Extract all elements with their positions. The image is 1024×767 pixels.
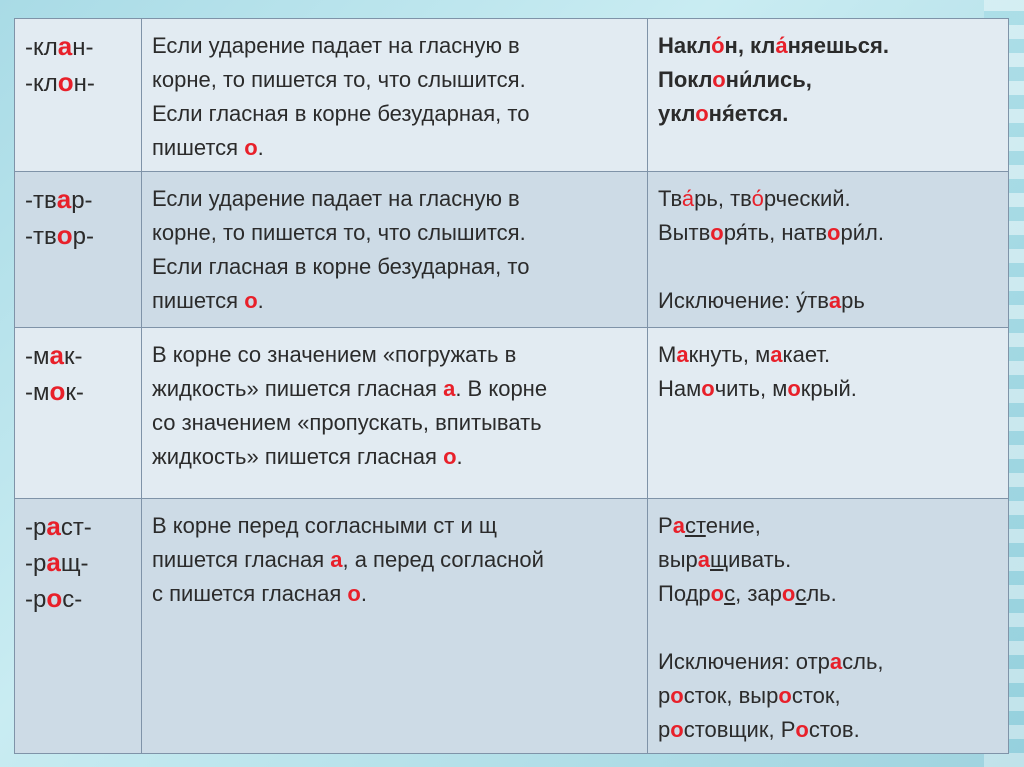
text-segment: Нам (658, 376, 702, 401)
highlighted-vowel: а (57, 31, 73, 61)
text-segment: , зар (735, 581, 782, 606)
text-segment: с пишется гласная (152, 581, 348, 606)
root-variant (25, 581, 131, 617)
highlighted-vowel: о (443, 444, 457, 469)
text-segment: Вытв (658, 220, 711, 245)
text-segment: Тв (658, 186, 682, 211)
highlighted-vowel: о (710, 220, 724, 245)
highlighted-vowel: о (347, 581, 361, 606)
text-segment: . (257, 135, 264, 160)
text-segment: -тв (25, 187, 57, 214)
example-line (658, 372, 998, 406)
rule-line (152, 440, 637, 474)
examples-cell (648, 328, 1009, 499)
text-segment: -кл (25, 70, 58, 97)
highlighted-vowel: о (787, 376, 801, 401)
text-segment: крый. (800, 376, 857, 401)
text-segment: корне, то пишется то, что слышится. (152, 67, 526, 92)
root-cell (15, 172, 142, 328)
text-segment: кает. (782, 342, 831, 367)
text-segment: рь (841, 288, 865, 313)
text-segment: Исключения: отр (658, 649, 830, 674)
text-segment: Если ударение падает на гласную в (152, 33, 520, 58)
highlighted-vowel: а (443, 376, 456, 401)
text-segment: рь, тв (694, 186, 752, 211)
text-segment: н, кл (724, 33, 776, 58)
root-cell (15, 19, 142, 172)
text-segment: корне, то пишется то, что слышится. (152, 220, 526, 245)
text-segment: . (456, 444, 463, 469)
root-variant (25, 338, 131, 374)
rule-cell (142, 499, 648, 754)
text-segment: , а перед согласной (342, 547, 544, 572)
text-segment: р (658, 717, 671, 742)
underlined-consonants: с (795, 581, 807, 606)
text-segment: -м (25, 379, 50, 406)
text-segment: . (360, 581, 367, 606)
example-line (658, 97, 998, 131)
text-segment: Покл (658, 67, 713, 92)
text-segment: Если ударение падает на гласную в (152, 186, 520, 211)
text-segment: -тв (25, 223, 57, 250)
rule-line (152, 372, 637, 406)
root-variant (25, 29, 131, 65)
example-line (658, 182, 998, 216)
highlighted-vowel: а (676, 342, 689, 367)
text-segment: Исключение: у́тв (658, 288, 829, 313)
highlighted-vowel: а (46, 511, 61, 541)
text-segment: стов. (808, 717, 860, 742)
highlighted-vowel: а (330, 547, 343, 572)
highlighted-vowel: а (46, 547, 61, 577)
text-segment: пишется (152, 288, 245, 313)
examples-cell (648, 499, 1009, 754)
highlighted-vowel: о́ (751, 186, 764, 211)
root-variant (25, 182, 131, 218)
highlighted-vowel: а́ (681, 186, 695, 211)
example-line (658, 679, 998, 713)
text-segment: сток, (791, 683, 841, 708)
highlighted-vowel: о (701, 376, 715, 401)
text-segment: р (658, 683, 671, 708)
highlighted-vowel: а́ (775, 33, 788, 58)
text-segment: н- (73, 70, 95, 97)
underlined-consonants: щ (710, 547, 729, 572)
text-segment: -р (25, 586, 47, 613)
text-segment: ни́лись, (725, 67, 812, 92)
text-segment: жидкость» пишется гласная (152, 444, 444, 469)
text-segment: В корне со значением «погружать в (152, 342, 517, 367)
text-segment: В корне перед согласными ст и щ (152, 513, 497, 538)
highlighted-vowel: о (827, 220, 841, 245)
root-variant (25, 218, 131, 254)
text-segment: -р (25, 550, 47, 577)
rule-row (15, 499, 1009, 754)
highlighted-vowel: о (670, 717, 684, 742)
text-segment: р- (71, 187, 93, 214)
blank-line (658, 611, 998, 645)
highlighted-vowel: о (778, 683, 792, 708)
text-segment: укл (658, 101, 696, 126)
example-line (658, 216, 998, 250)
text-segment: с- (62, 586, 83, 613)
highlighted-vowel: о (781, 581, 796, 606)
highlighted-vowel: а (829, 649, 843, 674)
rule-line (152, 406, 637, 440)
highlighted-vowel: о (712, 67, 726, 92)
text-segment: сль, (842, 649, 884, 674)
example-line (658, 63, 998, 97)
highlighted-vowel: о (695, 101, 709, 126)
root-cell (15, 328, 142, 499)
rule-line (152, 284, 637, 318)
text-segment: Накл (658, 33, 712, 58)
root-variant (25, 545, 131, 581)
example-line (658, 645, 998, 679)
highlighted-vowel: о (49, 376, 66, 406)
example-line (658, 577, 998, 611)
highlighted-vowel: о (244, 288, 258, 313)
root-variant (25, 509, 131, 545)
text-segment: к- (65, 379, 84, 406)
highlighted-vowel: а (49, 340, 64, 370)
text-segment: ри́л. (840, 220, 884, 245)
highlighted-vowel: а (828, 288, 842, 313)
rule-line (152, 29, 637, 63)
text-segment: ивать. (728, 547, 792, 572)
highlighted-vowel: а (770, 342, 783, 367)
highlighted-vowel: а (56, 184, 72, 214)
rule-line (152, 216, 637, 250)
text-segment: Р (658, 513, 673, 538)
rule-line (152, 509, 637, 543)
text-segment: щ- (60, 550, 89, 577)
text-segment: пишется (152, 135, 245, 160)
rule-line (152, 577, 637, 611)
text-segment: жидкость» пишется гласная (152, 376, 444, 401)
rule-line (152, 97, 637, 131)
text-segment: кнуть, м (688, 342, 771, 367)
examples-cell (648, 19, 1009, 172)
highlighted-vowel: о (795, 717, 809, 742)
text-segment: н- (72, 34, 94, 61)
text-segment: к- (63, 343, 83, 370)
text-segment: сток, выр (683, 683, 779, 708)
text-segment: -кл (25, 34, 58, 61)
highlighted-vowel: о (670, 683, 684, 708)
highlighted-vowel: а (697, 547, 710, 572)
text-segment: ль. (806, 581, 837, 606)
example-line (658, 338, 998, 372)
root-variant (25, 374, 131, 410)
example-line (658, 509, 998, 543)
spelling-rules-table (14, 18, 1009, 754)
rule-cell (142, 19, 648, 172)
rule-line (152, 131, 637, 165)
rule-cell (142, 328, 648, 499)
highlighted-vowel: о́ (711, 33, 725, 58)
text-segment: Если гласная в корне безударная, то (152, 254, 530, 279)
text-segment: няешься. (787, 33, 889, 58)
highlighted-vowel: о (57, 67, 74, 97)
rule-line (152, 338, 637, 372)
highlighted-vowel: а (672, 513, 685, 538)
text-segment: ря́ть, натв (723, 220, 828, 245)
highlighted-vowel: о (244, 135, 258, 160)
highlighted-vowel: о (56, 220, 73, 250)
rule-line (152, 182, 637, 216)
highlighted-vowel: о (46, 583, 63, 613)
rule-row (15, 172, 1009, 328)
rule-cell (142, 172, 648, 328)
rule-line (152, 63, 637, 97)
rule-row (15, 19, 1009, 172)
text-segment: . В корне (455, 376, 548, 401)
blank-line (658, 250, 998, 284)
text-segment: со значением «пропускать, впитывать (152, 410, 542, 435)
example-line (658, 713, 998, 747)
example-line (658, 284, 998, 318)
text-segment: пишется гласная (152, 547, 331, 572)
text-segment: . (257, 288, 264, 313)
examples-cell (648, 172, 1009, 328)
underlined-consonants: с (724, 581, 736, 606)
text-segment: стовщик, Р (683, 717, 796, 742)
text-segment: М (658, 342, 677, 367)
example-line (658, 29, 998, 63)
rule-line (152, 543, 637, 577)
root-variant (25, 65, 131, 101)
text-segment: р- (72, 223, 94, 250)
text-segment: Если гласная в корне безударная, то (152, 101, 530, 126)
text-segment: Подр (658, 581, 711, 606)
text-segment: рческий. (763, 186, 851, 211)
text-segment: ение, (705, 513, 761, 538)
text-segment: выр (658, 547, 698, 572)
text-segment: -р (25, 514, 47, 541)
rule-row (15, 328, 1009, 499)
root-cell (15, 499, 142, 754)
text-segment: -м (25, 343, 50, 370)
underlined-consonants: ст (684, 513, 706, 538)
example-line (658, 543, 998, 577)
text-segment: ст- (60, 514, 92, 541)
text-segment: ня́ется. (708, 101, 789, 126)
rule-line (152, 250, 637, 284)
highlighted-vowel: о (710, 581, 725, 606)
text-segment: чить, м (714, 376, 788, 401)
